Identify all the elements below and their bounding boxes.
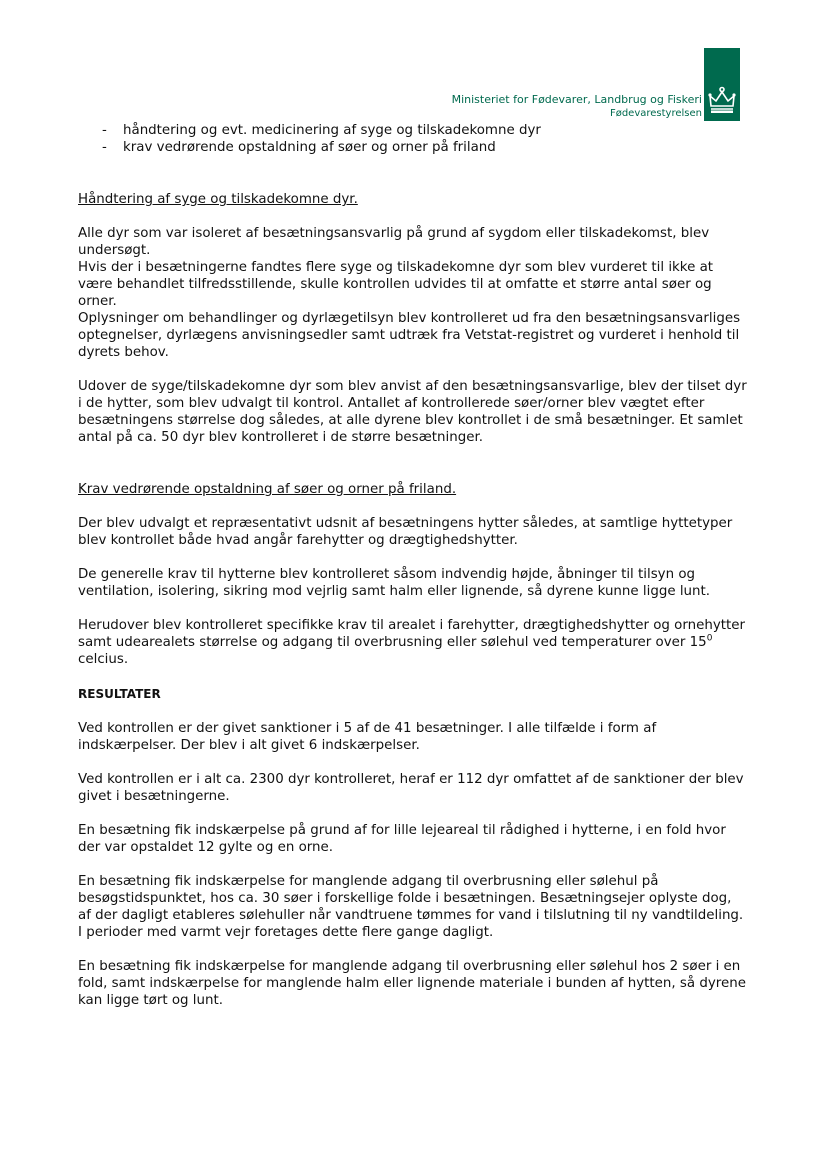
crown-icon bbox=[707, 86, 737, 114]
ministry-label bbox=[452, 93, 702, 121]
paragraph-text: celcius. bbox=[78, 652, 129, 667]
list-item-text: håndtering og evt. medicinering af syge og tilskadekomne dyr bbox=[123, 123, 541, 138]
section-heading-housing: Krav vedrørende opstaldning af søer og orner på friland. bbox=[78, 482, 457, 497]
list-item-text: krav vedrørende opstaldning af søer og orner på friland bbox=[123, 140, 496, 155]
superscript: 0 bbox=[706, 633, 713, 644]
bullet-marker: - bbox=[102, 140, 107, 155]
section-heading-sick-animals: Håndtering af syge og tilskadekomne dyr. bbox=[78, 192, 358, 207]
paragraph: De generelle krav til hytterne blev kontrolleret såsom indvendig højde, åbninger til tilsyn og ventilation, isolering, sikring mod vejrlig samt halm eller lignende, så dyrene kunne ligge lunt. bbox=[78, 567, 711, 599]
paragraph: Oplysninger om behandlinger og dyrlægetilsyn blev kontrolleret ud fra den besætningsansvarliges optegnelser, dyrlægens anvisningsedler samt udtræk fra Vetstat-registret og vurderet i henhold til dyrets behov. bbox=[78, 311, 741, 360]
list-item bbox=[78, 122, 748, 139]
ministry-name: Ministeriet for Fødevarer, Landbrug og Fiskeri bbox=[451, 93, 702, 106]
page-header bbox=[0, 0, 827, 128]
bullet-marker: - bbox=[102, 123, 107, 138]
paragraph-text: Herudover blev kontrolleret specifikke krav til arealet i farehytter, drægtighedshytter og ornehytter samt udearealets størrelse og adgang til overbrusning eller sølehul ved temperaturer over 15 bbox=[78, 618, 746, 650]
bullet-list bbox=[78, 122, 748, 156]
agency-name: Fødevarestyrelsen bbox=[609, 108, 702, 119]
paragraph bbox=[78, 617, 748, 668]
ministry-logo bbox=[704, 48, 740, 121]
paragraph: En besætning fik indskærpelse på grund af for lille lejeareal til rådighed i hytterne, i en fold hvor der var opstaldet 12 gylte og en orne. bbox=[78, 823, 726, 855]
paragraph: Der blev udvalgt et repræsentativt udsnit af besætningens hytter således, at samtlige hyttetyper blev kontrollet både hvad angår farehytter og drægtighedshytter. bbox=[78, 516, 733, 548]
document-body bbox=[78, 122, 748, 1009]
list-item bbox=[78, 139, 748, 156]
paragraph: En besætning fik indskærpelse for manglende adgang til overbrusning eller sølehul på besøgstidspunktet, hos ca. 30 søer i forskellige folde i besætningen. Besætningsejer oplyste dog, af der dagligt etableres sølehuller når vandtruene tømmes for vand i tilslutning til ny vandtildeling. I perioder med varmt vejr foretages dette flere gange dagligt. bbox=[78, 874, 744, 940]
paragraph: Ved kontrollen er i alt ca. 2300 dyr kontrolleret, heraf er 112 dyr omfattet af de sanktioner der blev givet i besætningerne. bbox=[78, 772, 744, 804]
paragraph: En besætning fik indskærpelse for manglende adgang til overbrusning eller sølehul hos 2 søer i en fold, samt indskærpelse for manglende halm eller lignende materiale i bunden af hytten, så dyrene kan ligge tørt og lunt. bbox=[78, 959, 746, 1008]
results-heading: RESULTATER bbox=[78, 687, 161, 701]
paragraph: Ved kontrollen er der givet sanktioner i 5 af de 41 besætninger. I alle tilfælde i form af indskærpelser. Der blev i alt givet 6 indskærpelser. bbox=[78, 721, 657, 753]
paragraph: Udover de syge/tilskadekomne dyr som blev anvist af den besætningsansvarlige, blev der tilset dyr i de hytter, som blev udvalgt til kontrol. Antallet af kontrollerede søer/orner blev vægtet efter besætningens størrelse dog således, at alle dyrene blev kontrollet i de små besætninger. Et samlet antal på ca. 50 dyr blev kontrolleret i de større besætninger. bbox=[78, 379, 747, 445]
paragraph: Hvis der i besætningerne fandtes flere syge og tilskadekomne dyr som blev vurderet til ikke at være behandlet tilfredsstillende, skulle kontrollen udvides til at omfatte et større antal søer og orner. bbox=[78, 260, 714, 309]
paragraph: Alle dyr som var isoleret af besætningsansvarlig på grund af sygdom eller tilskadekomst, blev undersøgt. bbox=[78, 226, 710, 258]
